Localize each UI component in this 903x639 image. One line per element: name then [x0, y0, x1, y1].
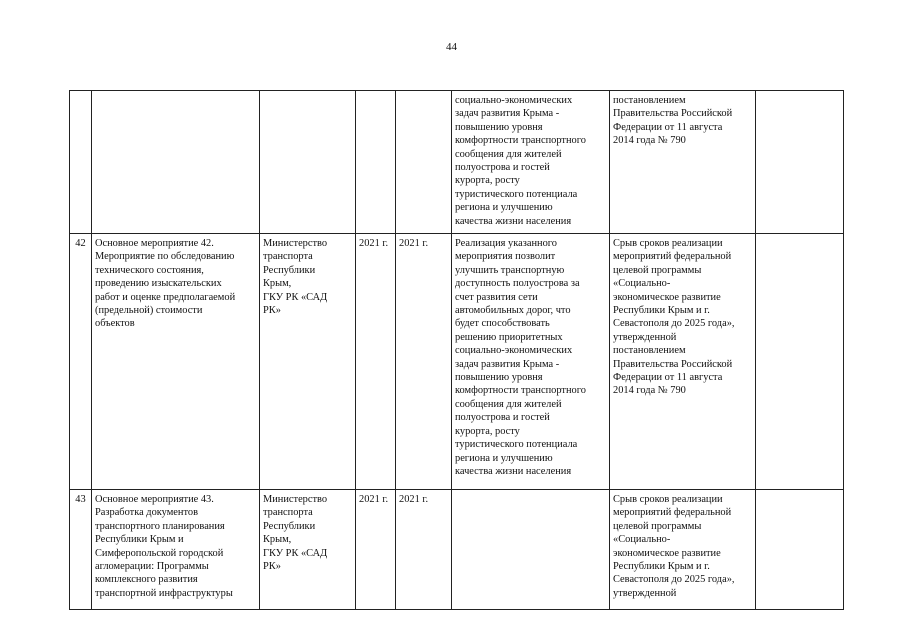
consequence-cell: постановлением Правительства Российской Федерации от 11 августа 2014 года № 790	[610, 91, 756, 234]
result-cell: Реализация указанного мероприятия позволит улучшить транспортную доступность полуострова за счет развития сети автомобильных дорог, что будет способствовать решению приоритетных социально-экономических задач развития Крыма - повышению уровня комфортности транспортного сообщения для жителей полуострова и гостей курорта, росту туристического потенциала региона и улучшению качества жизни населения	[452, 234, 610, 490]
measure-cell	[92, 91, 260, 234]
table-row	[70, 91, 844, 234]
end-year-cell: 2021 г.	[396, 490, 452, 610]
start-year-cell	[356, 91, 396, 234]
result-cell	[452, 490, 610, 610]
end-year-cell	[396, 91, 452, 234]
end-year-cell: 2021 г.	[396, 234, 452, 490]
row-number-cell: 43	[70, 490, 92, 610]
page-number: 44	[446, 41, 457, 53]
start-year-cell: 2021 г.	[356, 234, 396, 490]
result-cell: социально-экономических задач развития Крыма - повышению уровня комфортности транспортного сообщения для жителей полуострова и гостей курорта, росту туристического потенциала региона и улучшению качества жизни населения	[452, 91, 610, 234]
executor-cell	[260, 91, 356, 234]
measure-cell: Основное мероприятие 42. Мероприятие по обследованию технического состояния, проведению изыскательских работ и оценке предполагаемой (предельной) стоимости объектов	[92, 234, 260, 490]
table-row	[70, 234, 844, 490]
table-row	[70, 490, 844, 610]
start-year-cell: 2021 г.	[356, 490, 396, 610]
executor-cell: Министерство транспорта Республики Крым, ГКУ РК «САД РК»	[260, 234, 356, 490]
row-number-cell	[70, 91, 92, 234]
extra-cell	[756, 490, 844, 610]
consequence-cell: Срыв сроков реализации мероприятий федеральной целевой программы «Социально- экономическое развитие Республики Крым и г. Севастополя до 2025 года», утвержденной	[610, 490, 756, 610]
row-number-cell: 42	[70, 234, 92, 490]
measures-table	[69, 90, 844, 610]
measure-cell: Основное мероприятие 43. Разработка документов транспортного планирования Республики Крым и Симферопольской городской агломерации: Программы комплексного развития транспортной инфраструктуры	[92, 490, 260, 610]
extra-cell	[756, 91, 844, 234]
consequence-cell: Срыв сроков реализации мероприятий федеральной целевой программы «Социально- экономическое развитие Республики Крым и г. Севастополя до 2025 года», утвержденной постановлением Правительства Российской Федерации от 11 августа 2014 года № 790	[610, 234, 756, 490]
executor-cell: Министерство транспорта Республики Крым, ГКУ РК «САД РК»	[260, 490, 356, 610]
extra-cell	[756, 234, 844, 490]
